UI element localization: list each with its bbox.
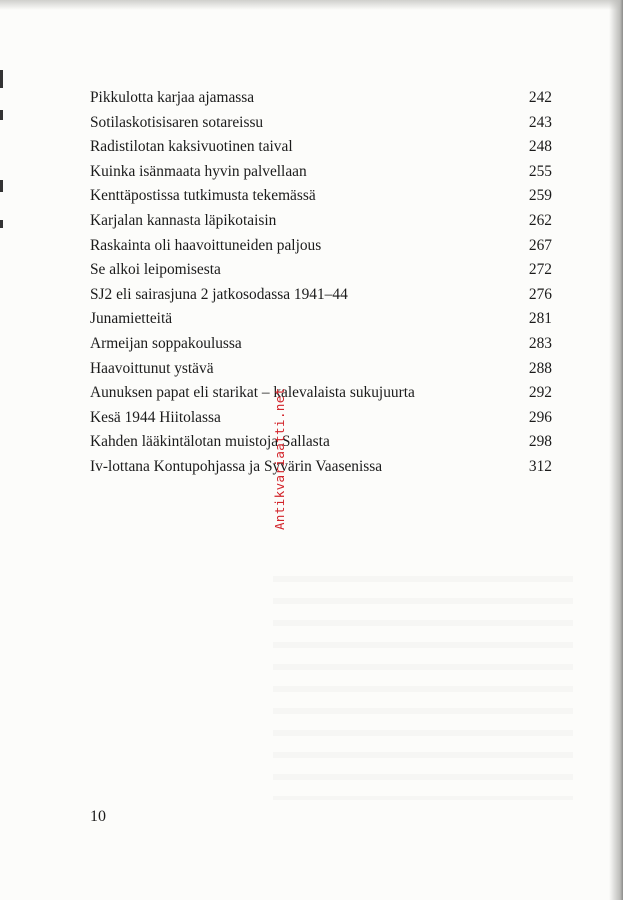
toc-entry-title: SJ2 eli sairasjuna 2 jatkosodassa 1941–44 bbox=[90, 285, 348, 303]
toc-entry bbox=[90, 111, 552, 136]
toc-entry bbox=[90, 234, 552, 259]
toc-entry bbox=[90, 455, 552, 480]
toc-entry bbox=[90, 160, 552, 185]
toc-entry-title: Radistilotan kaksivuotinen taival bbox=[90, 138, 293, 156]
toc-entry-page: 296 bbox=[528, 408, 552, 426]
toc-entry-title: Armeijan soppakoulussa bbox=[90, 334, 242, 352]
table-of-contents bbox=[90, 86, 552, 480]
toc-entry-page: 292 bbox=[528, 384, 552, 402]
toc-entry-title: Junamietteitä bbox=[90, 310, 173, 328]
toc-entry-page: 255 bbox=[528, 162, 552, 180]
toc-entry bbox=[90, 357, 552, 382]
bleed-through-text bbox=[273, 560, 573, 800]
toc-entry-page: 283 bbox=[528, 334, 552, 352]
toc-entry-page: 276 bbox=[528, 285, 552, 303]
scan-shadow-top bbox=[0, 0, 623, 10]
toc-entry-title: Iv-lottana Kontupohjassa ja Syvärin Vaasenissa bbox=[90, 457, 383, 475]
toc-entry-title: Kenttäpostissa tutkimusta tekemässä bbox=[90, 187, 316, 205]
toc-entry bbox=[90, 307, 552, 332]
toc-entry-title: Sotilaskotisisaren sotareissu bbox=[90, 113, 264, 131]
toc-entry bbox=[90, 209, 552, 234]
toc-entry-page: 262 bbox=[528, 211, 552, 229]
toc-entry-page: 281 bbox=[528, 310, 552, 328]
toc-entry-page: 267 bbox=[528, 236, 552, 254]
toc-entry bbox=[90, 283, 552, 308]
toc-entry-page: 312 bbox=[528, 457, 552, 475]
toc-entry-page: 272 bbox=[528, 261, 552, 279]
toc-entry-title: Aunuksen papat eli starikat – kalevalaista sukujuurta bbox=[90, 384, 415, 402]
page-number: 10 bbox=[90, 808, 106, 825]
toc-entry-page: 298 bbox=[528, 433, 552, 451]
toc-entry-page: 288 bbox=[528, 359, 552, 377]
toc-entry bbox=[90, 381, 552, 406]
toc-entry-title: Kahden lääkintälotan muistoja Sallasta bbox=[90, 433, 330, 451]
toc-entry-page: 242 bbox=[528, 89, 552, 106]
toc-entry bbox=[90, 406, 552, 431]
toc-entry-title: Pikkulotta karjaa ajamassa bbox=[90, 89, 255, 106]
toc-entry-title: Raskainta oli haavoittuneiden paljous bbox=[90, 236, 322, 254]
toc-entry-page: 243 bbox=[528, 113, 552, 131]
toc-entry bbox=[90, 258, 552, 283]
toc-entry bbox=[90, 184, 552, 209]
scan-shadow-right bbox=[609, 0, 623, 900]
toc-entry bbox=[90, 135, 552, 160]
toc-entry-title: Se alkoi leipomisesta bbox=[90, 261, 221, 279]
toc-entry bbox=[90, 86, 552, 111]
toc-entry-title: Karjalan kannasta läpikotaisin bbox=[90, 211, 277, 229]
toc-entry-title: Haavoittunut ystävä bbox=[90, 359, 214, 377]
toc-entry bbox=[90, 332, 552, 357]
toc-entry-page: 259 bbox=[528, 187, 552, 205]
toc-entry-title: Kuinka isänmaata hyvin palvellaan bbox=[90, 162, 307, 180]
toc-entry bbox=[90, 430, 552, 455]
watermark-stamp: Antikvariaatti.net bbox=[272, 387, 287, 530]
toc-entry-title: Kesä 1944 Hiitolassa bbox=[90, 408, 221, 426]
scan-edge-marks bbox=[0, 70, 5, 230]
toc-entry-page: 248 bbox=[528, 138, 552, 156]
